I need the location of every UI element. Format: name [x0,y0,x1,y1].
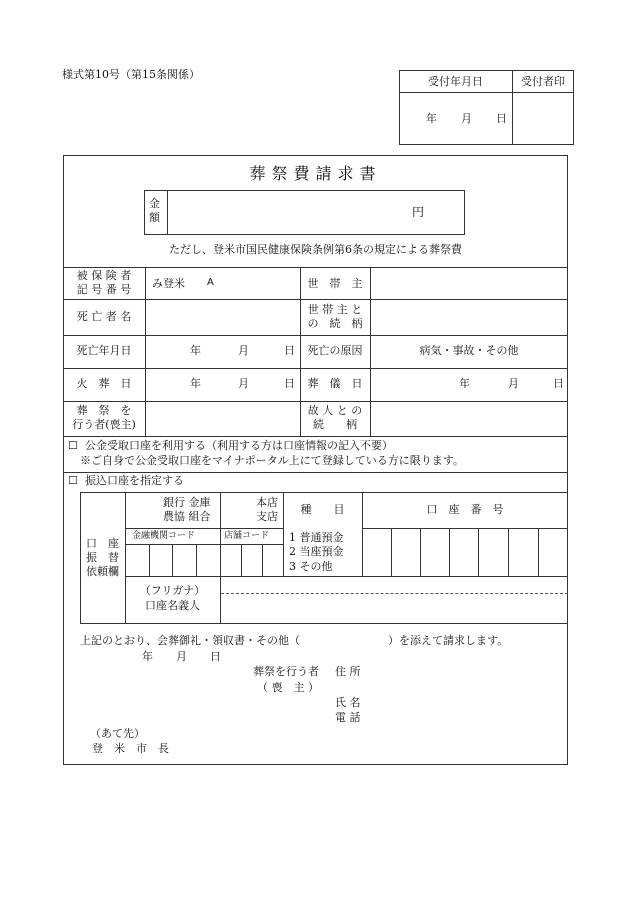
funeral-date-day: 日 [553,377,564,390]
funeral-date-label: 葬 儀 日 [307,377,363,390]
applicant-label-1: 葬祭を行う者 [253,665,319,678]
branch-1: 本店 [256,496,278,509]
funeral-date-year: 年 [459,377,470,390]
declaration-month: 月 [176,650,187,663]
deceased-relation-label-2: 続 柄 [313,418,357,431]
bank-types-1: 銀行 金庫 [163,496,211,509]
transfer-text: 振込口座を指定する [85,474,184,487]
phone-label: 電 話 [335,711,361,724]
branch-2: 支店 [256,510,278,523]
cremation-date-year: 年 [190,377,201,390]
transfer-side-label-1: 口 座 [86,537,119,550]
relation-label-2: の 続 柄 [307,317,363,330]
transfer-side-label-2: 振 替 [86,551,119,564]
address-label: 住 所 [335,665,361,678]
insured-no-label-2: 記 号 番 号 [76,283,132,296]
furigana-label: （フリガナ） [139,584,206,597]
death-date-month: 月 [238,344,249,357]
amount-input[interactable]: 円 [412,205,425,219]
funeral-date-month: 月 [508,377,519,390]
account-type-1[interactable]: 1 普通預金 [289,531,344,544]
form-title: 葬祭費請求書 [249,164,382,183]
account-type-2[interactable]: 2 当座預金 [289,545,344,558]
death-date-year: 年 [190,344,201,357]
type-header: 種 目 [300,503,345,516]
deceased-relation-input[interactable] [371,402,567,435]
household-head-input[interactable] [371,268,567,298]
relation-input[interactable] [371,300,567,334]
reception-stamp-header: 受付者印 [521,75,565,88]
organizer-label-1: 葬 祭 を [76,404,132,417]
form-number: 様式第10号（第15条関係） [62,68,200,81]
declaration-day: 日 [210,650,221,663]
public-account-text: 公金受取口座を利用する（利用する方は口座情報の記入不要） [85,439,393,452]
addressee-label: （あて先） [90,727,145,740]
holder-name-input[interactable] [222,578,566,622]
mayor-label: 登 米 市 長 [92,742,169,755]
deceased-relation-label-1: 故 人 と の [307,404,363,417]
insured-no-suffix: A [207,277,214,288]
account-type-3[interactable]: 3 その他 [289,560,333,573]
organizer-label-2: 行う者(喪主) [72,418,136,431]
branch-code-label: 店舗コード [224,531,270,541]
household-head-label: 世 帯 主 [307,277,363,290]
bank-code-label: 金融機関コード [132,531,196,541]
account-number-header: 口 座 番 号 [426,503,504,516]
reception-day: 日 [496,112,507,125]
reception-year: 年 [426,112,437,125]
declaration-text-2: ）を添えて請求します。 [388,634,509,647]
relation-label-1: 世 帯 主 と [307,303,363,316]
proviso: ただし、登米市国民健康保険条例第6条の規定による葬祭費 [169,243,462,256]
insured-no-label-1: 被 保 険 者 [76,269,132,282]
death-date-day: 日 [284,344,295,357]
reception-date-header: 受付年月日 [428,75,483,88]
cremation-date-label: 火 葬 日 [76,377,132,390]
public-account-note: ※ご自身で公金受取口座をマイナポータル上にて登録している方に限ります。 [80,454,464,467]
amount-label-2: 額 [149,211,160,224]
deceased-name-input[interactable] [146,300,299,334]
transfer-checkbox[interactable]: ☐ [68,474,78,487]
applicant-label-2: （ 喪 主 ） [257,681,319,694]
transfer-side-label-3: 依頼欄 [86,565,119,578]
death-date-label: 死亡年月日 [76,344,132,357]
insured-no-input[interactable]: み登米 [152,277,185,290]
public-account-checkbox[interactable]: ☐ [68,439,78,452]
amount-label-1: 金 [149,197,160,210]
deceased-name-label: 死 亡 者 名 [76,310,132,323]
declaration-text-1: 上記のとおり、会葬御礼・領収書・その他（ [80,634,300,647]
declaration-year: 年 [142,650,153,663]
bank-types-2: 農協 組合 [163,510,211,523]
reception-month: 月 [461,112,472,125]
death-cause-label: 死亡の原因 [307,344,363,357]
cremation-date-day: 日 [284,377,295,390]
organizer-input[interactable] [146,402,299,435]
cremation-date-month: 月 [238,377,249,390]
holder-name-label: 口座名義人 [145,599,200,612]
name-label: 氏 名 [335,696,361,709]
death-cause-options[interactable]: 病気・事故・その他 [419,344,519,357]
